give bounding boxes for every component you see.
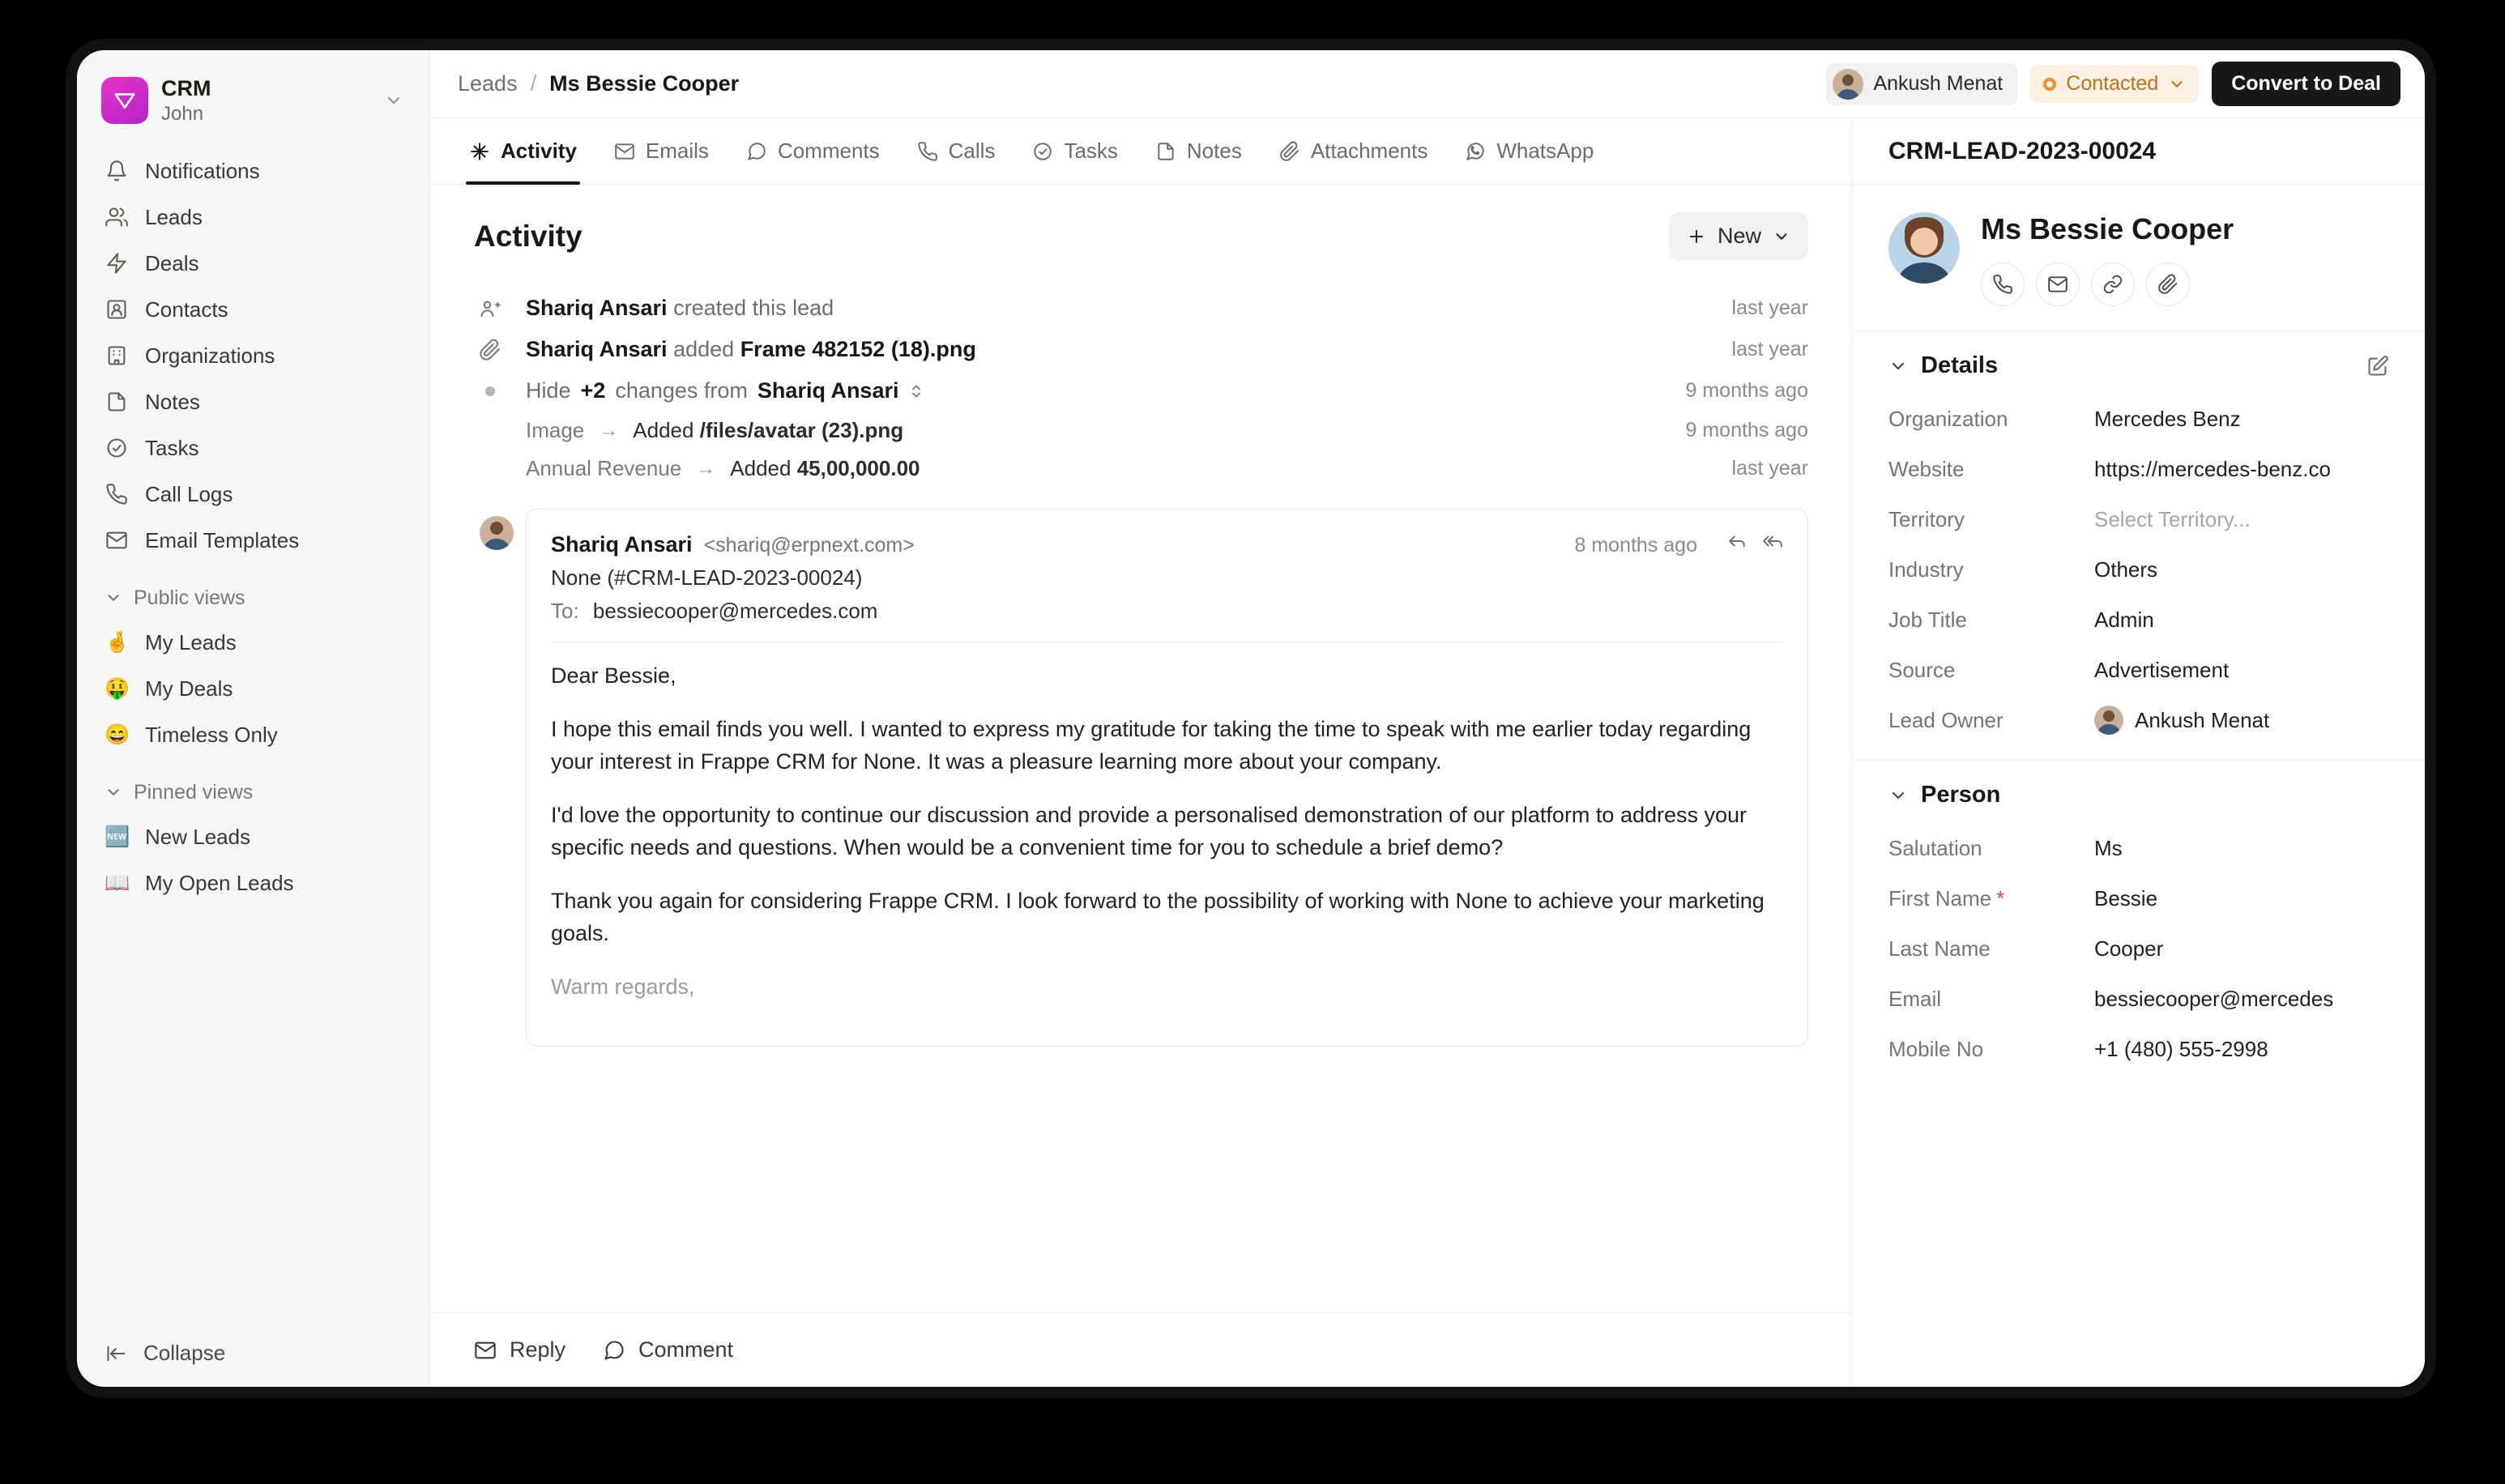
money-face-emoji-icon: 🤑 (105, 676, 130, 700)
tab-label: Calls (948, 139, 996, 163)
change-time: last year (1731, 457, 1808, 480)
field-email[interactable] (1853, 974, 2425, 1024)
status-label: Contacted (2066, 72, 2159, 95)
timeline-actor: Shariq Ansari (526, 337, 668, 361)
sidebar-item-tasks[interactable] (93, 425, 413, 471)
link-button[interactable] (2091, 262, 2135, 306)
field-industry[interactable] (1853, 544, 2425, 595)
tab-label: Notes (1186, 139, 1242, 163)
whatsapp-icon (1465, 141, 1486, 162)
chevron-down-icon (105, 783, 122, 801)
change-field: Annual Revenue (526, 456, 682, 480)
phone-icon (917, 141, 938, 162)
avatar[interactable] (1888, 212, 1960, 284)
sidebar-item-label: Contacts (145, 296, 228, 322)
leads-icon (105, 205, 129, 229)
field-label: Territory (1888, 506, 1965, 531)
tab-notes[interactable] (1141, 118, 1257, 185)
sidebar-item-notes[interactable] (93, 379, 413, 425)
quick-actions (1981, 262, 2234, 306)
field-organization[interactable] (1853, 394, 2425, 444)
sidebar-item-label: Deals (145, 250, 199, 275)
app-window (77, 50, 2425, 1387)
timeline-time: last year (1731, 338, 1808, 360)
field-value: Others (2094, 556, 2158, 582)
tab-emails[interactable] (600, 118, 723, 185)
sidebar-item-deals[interactable] (93, 241, 413, 287)
email-paragraph: I'd love the opportunity to continue our discussion and provide a personalised demonstration of our platform to address your specific needs and questions. When would be a convenient time for you to schedule a brief demo? (551, 802, 1748, 859)
field-source[interactable] (1853, 645, 2425, 695)
sidebar-item-timeless-only[interactable] (93, 712, 413, 758)
attachment-button[interactable] (2146, 262, 2190, 306)
assignee-chip[interactable] (1826, 63, 2017, 105)
field-label: Last Name (1888, 936, 1991, 961)
field-job-title[interactable] (1853, 595, 2425, 645)
change-time: 9 months ago (1685, 419, 1808, 441)
paperclip-icon (474, 339, 506, 361)
change-field: Image (526, 418, 585, 442)
organizations-icon (105, 343, 129, 368)
comment-icon (603, 1339, 625, 1362)
required-marker: * (1996, 885, 2005, 910)
field-value: Admin (2094, 607, 2154, 632)
tab-bar (430, 118, 1852, 185)
timeline-time: 9 months ago (1685, 379, 1808, 402)
reply-label: Reply (510, 1337, 566, 1362)
chevron-down-icon (2168, 75, 2186, 93)
field-label: Mobile No (1888, 1036, 1984, 1061)
changes-word: changes from (615, 378, 748, 403)
breadcrumb-separator: / (530, 71, 537, 96)
group-label: Public views (134, 586, 245, 609)
note-icon (1155, 141, 1176, 162)
timeline-text (526, 337, 976, 362)
tab-tasks[interactable] (1018, 118, 1132, 185)
record-id: CRM-LEAD-2023-00024 (1888, 137, 2157, 164)
field-label: Job Title (1888, 607, 1967, 632)
record-id-header (1853, 118, 2425, 185)
field-salutation[interactable] (1853, 823, 2425, 873)
sidebar-item-label: Notifications (145, 158, 260, 183)
timeline-time: last year (1731, 296, 1808, 319)
workspace-name: CRM (161, 76, 211, 100)
field-value: bessiecooper@mercedes (2094, 986, 2334, 1011)
sidebar (77, 50, 430, 1387)
timeline-text (526, 296, 834, 321)
comment-button[interactable] (603, 1337, 733, 1362)
notes-icon (105, 390, 129, 414)
bell-icon (105, 159, 129, 183)
field-label: Email (1888, 986, 1942, 1011)
composer-bar (430, 1312, 1852, 1387)
change-new-value: 45,00,000.00 (796, 456, 920, 480)
change-value (730, 456, 920, 481)
email-subject: None (#CRM-LEAD-2023-00024) (551, 565, 863, 590)
sidebar-group-public-views[interactable] (93, 577, 413, 620)
field-value: Ms (2094, 835, 2123, 860)
email-sender: Shariq Ansari (551, 532, 693, 556)
tab-label: Attachments (1310, 139, 1428, 163)
email-sender-address: <shariq@erpnext.com> (703, 534, 915, 556)
field-first-name[interactable] (1853, 873, 2425, 923)
phone-icon (105, 482, 129, 506)
new-emoji-icon: 🆕 (105, 825, 130, 848)
tab-label: Activity (501, 139, 577, 163)
email-icon (614, 141, 635, 162)
tab-attachments[interactable] (1265, 118, 1443, 185)
section-title: Person (1921, 782, 2001, 808)
person-name: Ms Bessie Cooper (1981, 212, 2234, 245)
field-label: Organization (1888, 406, 2008, 431)
section-title: Details (1921, 352, 1999, 378)
timeline-action: created this lead (673, 296, 834, 320)
details-section-header[interactable] (1853, 331, 2425, 394)
field-last-name[interactable] (1853, 923, 2425, 974)
details-panel (1853, 118, 2425, 1387)
tab-label: Tasks (1064, 139, 1118, 163)
tab-whatsapp[interactable] (1450, 118, 1608, 185)
lead-owner-name: Ankush Menat (2135, 707, 2270, 732)
sidebar-item-label: Email Templates (145, 527, 300, 552)
status-badge[interactable] (2030, 65, 2199, 103)
sidebar-item-label: Tasks (145, 435, 199, 460)
sidebar-item-label: Organizations (145, 343, 275, 368)
change-row-annual-revenue (474, 450, 1808, 488)
call-button[interactable] (1981, 262, 2025, 306)
sidebar-item-label: My Leads (145, 629, 237, 655)
email-paragraph: Warm regards, (551, 974, 695, 999)
new-button-label: New (1717, 224, 1761, 248)
change-row-image (474, 412, 1808, 450)
book-emoji-icon: 📖 (105, 871, 130, 894)
top-bar (430, 50, 2425, 118)
avatar (2094, 706, 2123, 735)
changes-count: +2 (580, 378, 606, 403)
tab-label: Comments (777, 139, 880, 163)
breadcrumb-leads[interactable]: Leads (458, 71, 518, 96)
content-row (430, 118, 2425, 1387)
deals-icon (105, 251, 129, 275)
tasks-icon (105, 436, 129, 460)
field-label (1888, 886, 2094, 911)
change-action: Added (633, 418, 694, 442)
tab-calls[interactable] (903, 118, 1010, 185)
mail-icon (105, 528, 129, 552)
email-recipient-row (551, 599, 1783, 624)
email-paragraph: Thank you again for considering Frappe CRM. I look forward to the possibility of working with None to achieve your marketing goals. (551, 888, 1765, 945)
arrow-right-icon: → (696, 457, 716, 480)
email-paragraph: I hope this email finds you well. I wanted to express my gratitude for taking the time to speak with me earlier today regarding your interest in Frappe CRM for None. It was a pleasure learning more about your company. (551, 716, 1752, 774)
field-value: +1 (480) 555-2998 (2094, 1036, 2268, 1061)
avatar (1833, 69, 1863, 100)
person-add-icon (474, 297, 506, 320)
timeline-actor: Shariq Ansari (526, 296, 668, 320)
breadcrumb-current: Ms Bessie Cooper (549, 71, 740, 96)
timeline-item-created (474, 288, 1808, 329)
sidebar-item-label: My Open Leads (145, 870, 294, 895)
timeline-item-attachment (474, 329, 1808, 370)
collapse-label: Collapse (143, 1341, 226, 1365)
tab-comments[interactable] (732, 118, 894, 185)
smile-emoji-icon: 😄 (105, 723, 130, 746)
timeline-item-changes-group (474, 370, 1808, 412)
collapse-icon (105, 1341, 129, 1366)
person-summary (1853, 185, 2425, 331)
email-header (551, 531, 1783, 557)
changes-actor: Shariq Ansari (757, 378, 899, 403)
field-label: Industry (1888, 556, 1964, 582)
sidebar-item-label: Notes (145, 389, 200, 414)
field-value: Select Territory... (2094, 506, 2251, 531)
paperclip-icon (1279, 141, 1300, 162)
activity-column (430, 118, 1853, 1387)
sidebar-item-label: Leads (145, 204, 203, 229)
status-dot-icon (2043, 78, 2056, 91)
field-mobile-no[interactable] (1853, 1024, 2425, 1074)
workspace-user: John (161, 103, 204, 126)
chevron-down-icon (1888, 786, 1908, 805)
workspace-switcher[interactable] (93, 68, 413, 134)
change-new-value: /files/avatar (23).png (699, 418, 904, 442)
chevron-down-icon (1888, 356, 1908, 376)
sidebar-item-my-deals[interactable] (93, 666, 413, 712)
toggle-changes-button[interactable] (526, 378, 924, 403)
reply-icon[interactable] (1726, 531, 1748, 552)
sidebar-item-label: New Leads (145, 824, 251, 849)
field-label-text: First Name (1888, 885, 1992, 910)
change-action: Added (730, 456, 792, 480)
field-value-wrap (2094, 706, 2269, 735)
email-paragraph: Dear Bessie, (551, 663, 676, 688)
sidebar-item-label: My Deals (145, 676, 233, 701)
field-value: Advertisement (2094, 657, 2230, 682)
assignee-name: Ankush Menat (1873, 72, 2004, 95)
chevron-down-icon (1773, 228, 1790, 245)
group-label: Pinned views (134, 780, 254, 804)
timeline (474, 288, 1808, 1047)
email-body (551, 660, 1783, 1004)
email-button[interactable] (2036, 262, 2080, 306)
timeline-action: added (673, 337, 735, 361)
plus-icon (1687, 227, 1706, 246)
task-icon (1032, 141, 1053, 162)
sidebar-item-email-templates[interactable] (93, 518, 413, 564)
field-label: Website (1888, 456, 1965, 481)
chevron-updown-icon (908, 383, 924, 399)
to-label: To: (551, 599, 579, 623)
tab-label: WhatsApp (1496, 139, 1594, 163)
chevron-down-icon[interactable] (384, 91, 403, 110)
sidebar-item-call-logs[interactable] (93, 471, 413, 518)
activity-header (474, 212, 1808, 260)
person-section-header[interactable] (1853, 761, 2425, 823)
sidebar-item-my-leads[interactable] (93, 620, 413, 666)
sidebar-group-pinned-views[interactable] (93, 771, 413, 814)
arrow-right-icon: → (599, 419, 619, 441)
field-label: Source (1888, 657, 1956, 682)
field-lead-owner[interactable] (1853, 695, 2425, 745)
bullet-dot-icon (474, 385, 506, 398)
convert-to-deal-button[interactable]: Convert to Deal (2212, 62, 2400, 106)
sidebar-item-contacts[interactable] (93, 287, 413, 333)
tab-label: Emails (645, 139, 709, 163)
sidebar-item-new-leads[interactable] (93, 814, 413, 860)
chevron-down-icon (105, 589, 122, 607)
crm-logo-icon (101, 77, 148, 124)
change-value (633, 418, 903, 443)
activity-feed (430, 185, 1852, 1312)
reply-all-icon[interactable] (1762, 531, 1783, 552)
hide-label: Hide (526, 378, 571, 403)
sidebar-item-label: Timeless Only (145, 722, 278, 747)
page-title: Activity (474, 219, 583, 253)
field-website[interactable] (1853, 444, 2425, 494)
avatar (480, 516, 514, 550)
timeline-object: Frame 482152 (18).png (740, 337, 976, 361)
sidebar-item-label: Call Logs (145, 481, 233, 506)
comment-icon (746, 141, 767, 162)
field-label: Lead Owner (1888, 707, 2004, 732)
sidebar-item-leads[interactable] (93, 194, 413, 241)
top-bar-actions (1826, 62, 2400, 106)
sidebar-item-notifications[interactable] (93, 148, 413, 194)
field-value: Mercedes Benz (2094, 406, 2241, 431)
activity-icon (469, 141, 490, 162)
main-area (430, 50, 2425, 1387)
field-value: Bessie (2094, 885, 2158, 910)
collapse-sidebar-button[interactable] (93, 1324, 413, 1387)
email-card[interactable] (526, 509, 1808, 1047)
contacts-icon (105, 297, 129, 322)
edit-details-icon[interactable] (2366, 355, 2389, 377)
tab-activity[interactable] (454, 118, 591, 185)
sidebar-nav (93, 148, 413, 906)
hand-emoji-icon: 🤞 (105, 630, 130, 654)
email-actions (1726, 531, 1783, 552)
new-activity-button[interactable] (1669, 212, 1808, 260)
comment-label: Comment (638, 1337, 734, 1362)
sidebar-item-organizations[interactable] (93, 333, 413, 379)
field-territory[interactable] (1853, 494, 2425, 544)
field-label: Salutation (1888, 835, 1982, 860)
reply-button[interactable] (474, 1337, 565, 1362)
email-recipient: bessiecooper@mercedes.com (592, 599, 878, 623)
sidebar-item-my-open-leads[interactable] (93, 860, 413, 906)
field-value: Cooper (2094, 936, 2164, 961)
email-time: 8 months ago (1574, 534, 1697, 556)
field-value: https://mercedes-benz.co (2094, 456, 2331, 481)
mail-icon (474, 1339, 497, 1362)
